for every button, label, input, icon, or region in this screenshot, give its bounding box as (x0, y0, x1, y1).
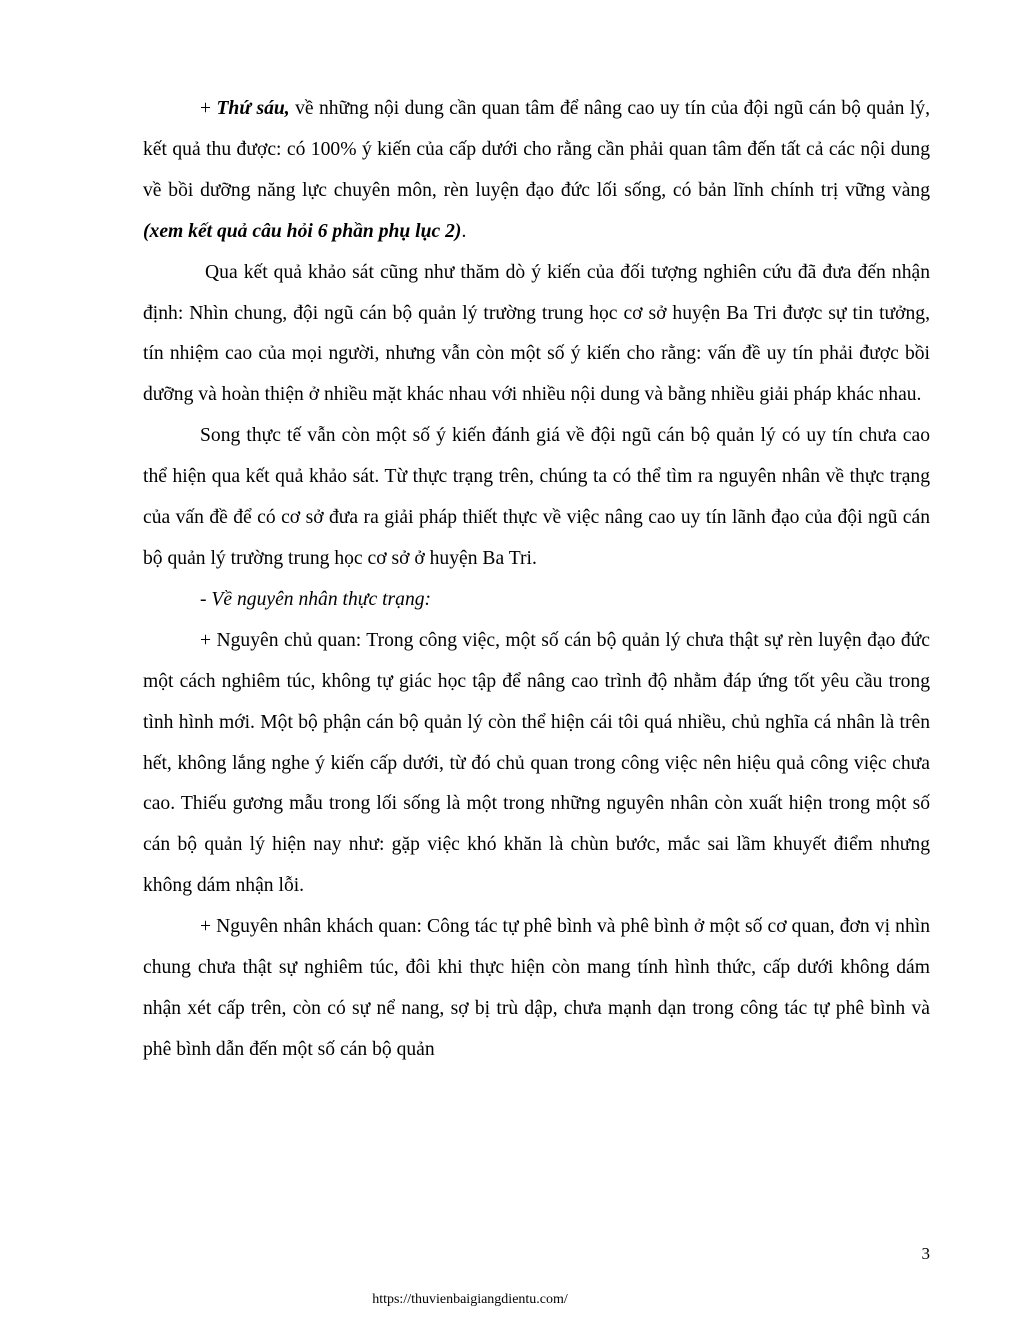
paragraph-text: về những nội dung cần quan tâm để nâng cao uy tín của đội ngũ cán bộ quản lý, kết quả thu được: có 100% ý kiến của cấp dưới cho rằng cần phải quan tâm đến tất cả các nội dung về bồi dưỡng năng lực chuyên môn, rèn luyện đạo đức lối sống, có bản lĩnh chính trị vững vàng (143, 98, 930, 201)
paragraph-end: . (461, 220, 467, 242)
paragraph-survey-summary: Qua kết quả khảo sát cũng như thăm dò ý kiến của đối tượng nghiên cứu đã đưa đến nhận định: Nhìn chung, đội ngũ cán bộ quản lý trường trung học cơ sở huyện Ba Tri được sự tin tưởng, tín nhiệm cao của mọi người, nhưng vẫn còn một số ý kiến cho rằng: vấn đề uy tín phải được bồi dưỡng và hoàn thiện ở nhiều mặt khác nhau với nhiều nội dung và bằng nhiều giải pháp khác nhau. (143, 261, 930, 406)
footer-url[interactable]: https://thuvienbaigiangdientu.com/ (372, 1292, 568, 1307)
page-number: 3 (921, 1244, 930, 1263)
paragraph-heading-bold: Thứ sáu, (216, 98, 290, 119)
paragraph-subjective-causes: + Nguyên chủ quan: Trong công việc, một số cán bộ quản lý chưa thật sự rèn luyện đạo đức một cách nghiêm túc, không tự giác học tập để nâng cao trình độ nhằm đáp ứng tốt yêu cầu trong tình hình mới. Một bộ phận cán bộ quản lý còn thể hiện cái tôi quá nhiều, chủ nghĩa cá nhân là trên hết, không lắng nghe ý kiến cấp dưới, từ đó chủ quan trong công việc nên hiệu quả công việc chưa cao. Thiếu gương mẫu trong lối sống là một trong những nguyên nhân còn xuất hiện trong một số cán bộ quản lý hiện nay như: gặp việc khó khăn là chùn bước, mắc sai lầm khuyết điểm nhưng không dám nhận lỗi. (143, 629, 930, 897)
appendix-reference: (xem kết quả câu hỏi 6 phần phụ lục 2) (143, 220, 462, 242)
paragraph-reality: Song thực tế vẫn còn một số ý kiến đánh giá về đội ngũ cán bộ quản lý có uy tín chưa cao thể hiện qua kết quả khảo sát. Từ thực trạng trên, chúng ta có thể tìm ra nguyên nhân về thực trạng của vấn đề để có cơ sở đưa ra giải pháp thiết thực về việc nâng cao uy tín lãnh đạo của đội ngũ cán bộ quản lý trường trung học cơ sở ở huyện Ba Tri. (143, 425, 930, 569)
document-body (143, 89, 930, 1071)
paragraph-lead: + (200, 98, 217, 119)
paragraph-thu-sau (143, 89, 930, 253)
paragraph-causes-heading: - Về nguyên nhân thực trạng: (200, 588, 432, 610)
paragraph-objective-causes: + Nguyên nhân khách quan: Công tác tự phê bình và phê bình ở một số cơ quan, đơn vị nhìn chung chưa thật sự nghiêm túc, đôi khi thực hiện còn mang tính hình thức, cấp dưới không dám nhận xét cấp trên, còn có sự nể nang, sợ bị trù dập, chưa mạnh dạn trong công tác tự phê bình và phê bình dẫn đến một số cán bộ quản (143, 916, 930, 1060)
